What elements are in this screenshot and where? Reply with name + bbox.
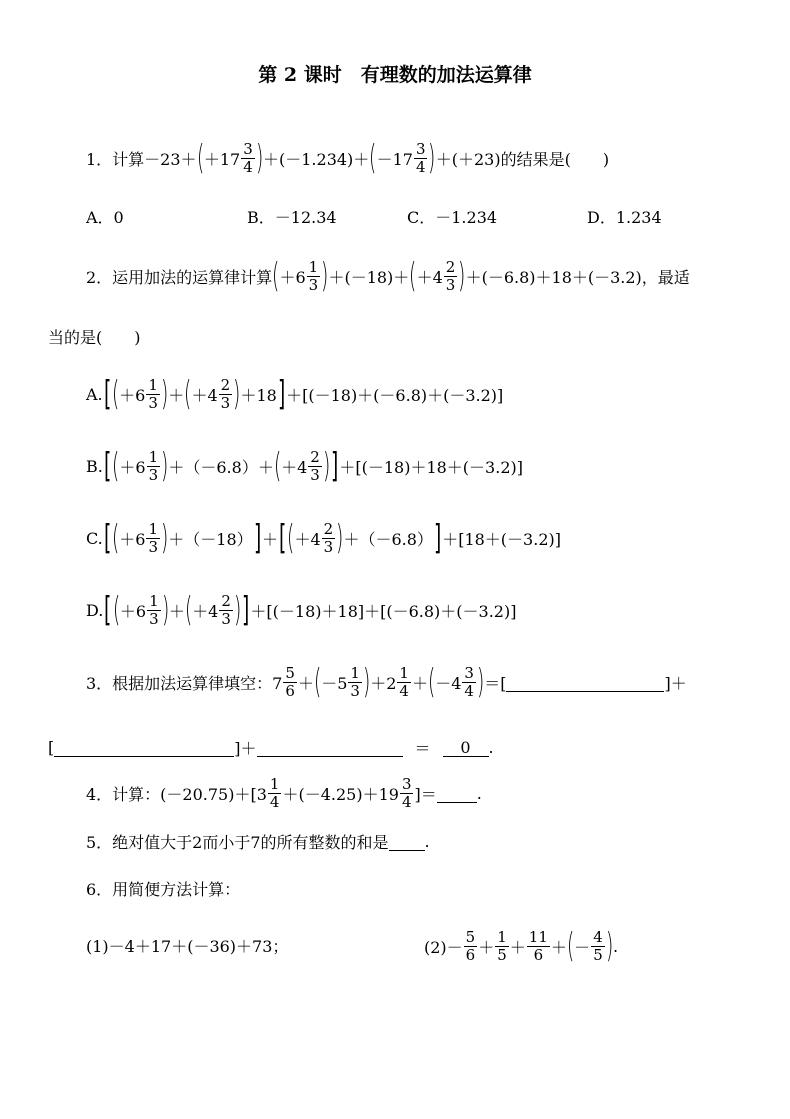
- q2-option-c[interactable]: C. [ ( ＋6 $\frac{1}{3}$ ) ＋（－18） ] ＋ [ ( ＋4 $\frac{2}{3}$ ) ＋（－6.8） ] ＋[18＋(－3.2)]: [86, 518, 561, 558]
- question-2: 2．运用加法的运算律计算 ( ＋6 $\frac{1}{3}$ ) ＋(－18)＋ ( ＋4 $\frac{2}{3}$ ) ＋(－6.8)＋18＋(－3.2)，最适: [86, 256, 690, 296]
- q1-prefix: 1．计算－23＋: [86, 149, 197, 169]
- q2-fraction-b: $\frac{2}{3}$: [445, 257, 456, 294]
- q1-fraction-a: $\frac{3}{4}$: [243, 139, 253, 176]
- q2-option-d[interactable]: D. [ ( ＋6 $\frac{1}{3}$ ) ＋ ( ＋4 $\frac{2}{3}$ ) ] ＋[(－18)＋18]＋[(－6.8)＋(－3.2)]: [86, 590, 517, 630]
- question-6: 6．用简便方法计算：: [86, 880, 241, 899]
- q6-part-2: (2)－ $\frac{5}{6}$ ＋ $\frac{1}{5}$ ＋ $\frac{11}{6}$ ＋ ( － $\frac{4}{5}$ ) .: [424, 926, 619, 966]
- question-3-line2: [ ]＋ ＝ 0 .: [48, 738, 494, 758]
- question-1: 1．计算－23＋ ( ＋17 $\frac{3}{4}$ ) ＋(－1.234)＋ ( －17 $\frac{3}{4}$ ) ＋(＋23)的结果是( ): [86, 138, 610, 178]
- q3-blank-1[interactable]: [506, 673, 664, 692]
- q1-option-b[interactable]: B．－12.34: [247, 208, 337, 227]
- q2-option-a[interactable]: A. [ ( ＋6 $\frac{1}{3}$ ) ＋ ( ＋4 $\frac{2}{3}$ ) ＋18 ] ＋[(－18)＋(－6.8)＋(－3.2)]: [86, 374, 504, 414]
- q1-option-d[interactable]: D．1.234: [587, 208, 662, 227]
- q2-line2: 当的是( ): [48, 328, 141, 347]
- q6-part-1: (1)－4＋17＋(－36)＋73；: [86, 937, 289, 956]
- question-4: 4．计算：(－20.75)＋[3 $\frac{1}{4}$ ＋(－4.25)＋19 $\frac{3}{4}$ ]＝ .: [86, 775, 482, 811]
- q1-option-c[interactable]: C．－1.234: [407, 208, 498, 227]
- q2-fraction-a: $\frac{1}{3}$: [308, 257, 319, 294]
- q4-blank[interactable]: [437, 784, 477, 803]
- page-title: 第 2 课时 有理数的加法运算律: [258, 64, 532, 86]
- q2-option-b[interactable]: B. [ ( ＋6 $\frac{1}{3}$ ) ＋（－6.8）＋ ( ＋4 $\frac{2}{3}$ ) ] ＋[(－18)＋18＋(－3.2)]: [86, 446, 523, 486]
- q1-fraction-b: $\frac{3}{4}$: [415, 139, 426, 176]
- question-3: 3．根据加法运算律填空：7 $\frac{5}{6}$ ＋ ( －5 $\frac{1}{3}$ ) ＋2 $\frac{1}{4}$ ＋ ( －4 $\frac{3}{4}$ ) ＝[ ]＋: [86, 662, 687, 702]
- q3-blank-3[interactable]: [257, 738, 403, 757]
- q1-option-a[interactable]: A．0: [86, 208, 124, 227]
- q3-answer[interactable]: 0: [443, 738, 489, 757]
- q5-blank[interactable]: [389, 832, 425, 851]
- question-5: 5．绝对值大于2而小于7的所有整数的和是 .: [86, 832, 430, 852]
- q3-blank-2[interactable]: [54, 738, 234, 757]
